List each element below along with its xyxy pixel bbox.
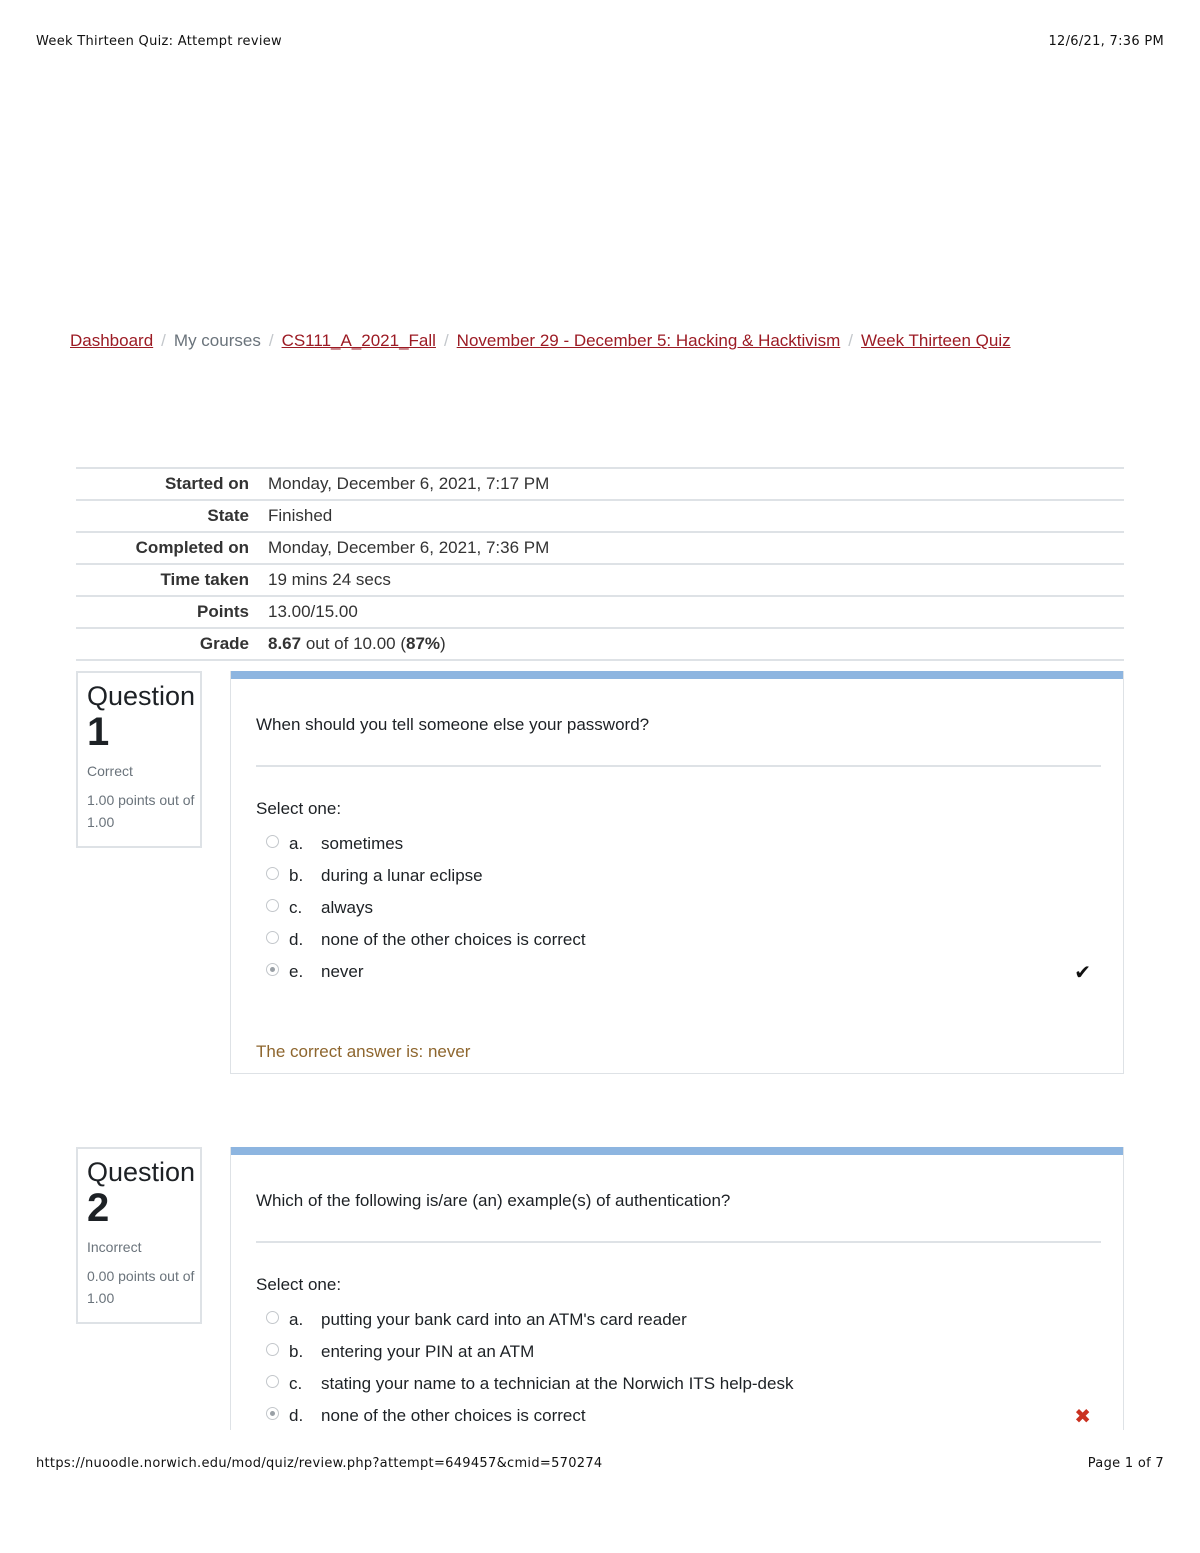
question-points: 1.00 points out of 1.00 <box>87 792 195 830</box>
answer-option-selected[interactable] <box>256 1400 1101 1430</box>
question-topbar <box>231 1147 1123 1155</box>
answer-option[interactable] <box>256 1304 1101 1336</box>
radio-button-selected[interactable] <box>266 1407 279 1420</box>
answer-option[interactable] <box>256 892 1101 924</box>
summary-value: 19 mins 24 secs <box>268 564 1124 596</box>
print-header <box>36 34 1164 49</box>
question-box-2 <box>230 1147 1124 1430</box>
question-word: Question <box>87 1157 196 1187</box>
question-info-1 <box>76 671 202 848</box>
grade-score: 8.67 <box>268 634 302 653</box>
summary-row <box>76 564 1124 596</box>
summary-label: Completed on <box>76 532 268 564</box>
grade-close-paren: ) <box>440 634 446 653</box>
cross-icon: ✖ <box>1074 1406 1091 1428</box>
question-state: Incorrect <box>87 1239 142 1255</box>
answer-option[interactable] <box>256 860 1101 892</box>
radio-button[interactable] <box>266 899 279 912</box>
question-number: 2 <box>87 1186 110 1230</box>
question-points: 0.00 points out of 1.00 <box>87 1268 195 1306</box>
radio-button-selected[interactable] <box>266 963 279 976</box>
breadcrumb-dashboard-link[interactable]: Dashboard <box>70 331 154 350</box>
question-text: Which of the following is/are (an) example(s) of authentication? <box>256 1155 1101 1243</box>
summary-row-grade <box>76 628 1124 660</box>
answer-option[interactable] <box>256 828 1101 860</box>
answer-text: always <box>321 898 373 917</box>
radio-button[interactable] <box>266 867 279 880</box>
breadcrumb-separator: / <box>268 331 274 350</box>
summary-row <box>76 468 1124 500</box>
grade-value <box>268 628 1124 660</box>
question-text: When should you tell someone else your password? <box>256 679 1101 767</box>
answer-text: entering your PIN at an ATM <box>321 1342 535 1361</box>
radio-button[interactable] <box>266 1311 279 1324</box>
breadcrumb-separator: / <box>443 331 449 350</box>
breadcrumb <box>70 331 1130 351</box>
breadcrumb-quiz-link[interactable]: Week Thirteen Quiz <box>860 331 1011 350</box>
answer-list <box>256 828 1101 988</box>
grade-percent: 87% <box>406 634 441 653</box>
answer-letter: d. <box>289 1406 304 1425</box>
print-datetime: 12/6/21, 7:36 PM <box>1048 34 1164 49</box>
checkmark-icon: ✔ <box>1074 962 1091 984</box>
answer-letter: c. <box>289 898 303 917</box>
summary-label: Time taken <box>76 564 268 596</box>
answer-text: putting your bank card into an ATM's card reader <box>321 1310 687 1329</box>
select-one-prompt: Select one: <box>256 799 342 818</box>
breadcrumb-section-link[interactable]: November 29 - December 5: Hacking & Hacktivism <box>456 331 841 350</box>
radio-button[interactable] <box>266 931 279 944</box>
question-topbar <box>231 671 1123 679</box>
select-one-prompt: Select one: <box>256 1275 342 1294</box>
print-url: https://nuoodle.norwich.edu/mod/quiz/review.php?attempt=649457&cmid=570274 <box>36 1456 603 1471</box>
question-word: Question <box>87 681 196 711</box>
breadcrumb-separator: / <box>161 331 166 350</box>
radio-button[interactable] <box>266 1343 279 1356</box>
question-number: 1 <box>87 710 110 754</box>
attempt-summary-table <box>76 467 1124 661</box>
answer-text: none of the other choices is correct <box>321 930 586 949</box>
summary-label: Started on <box>76 468 268 500</box>
summary-label: Points <box>76 596 268 628</box>
question-state: Correct <box>87 763 133 779</box>
summary-value: Monday, December 6, 2021, 7:36 PM <box>268 532 1124 564</box>
summary-label: Grade <box>76 628 268 660</box>
question-info-2 <box>76 1147 202 1324</box>
print-title: Week Thirteen Quiz: Attempt review <box>36 34 282 49</box>
answer-text: sometimes <box>321 834 404 853</box>
radio-button[interactable] <box>266 1375 279 1388</box>
print-page-number: Page 1 of 7 <box>1087 1456 1164 1471</box>
correct-answer-feedback: The correct answer is: never <box>256 1042 471 1061</box>
print-footer <box>36 1456 1164 1471</box>
answer-letter: b. <box>289 866 304 885</box>
question-box-1 <box>230 671 1124 1074</box>
answer-letter: a. <box>289 1310 304 1329</box>
breadcrumb-my-courses: My courses <box>173 331 261 350</box>
summary-row <box>76 532 1124 564</box>
answer-text: stating your name to a technician at the Norwich ITS help-desk <box>321 1374 794 1393</box>
answer-letter: d. <box>289 930 304 949</box>
answer-letter: b. <box>289 1342 304 1361</box>
answer-letter: c. <box>289 1374 303 1393</box>
grade-out-of: out of 10.00 ( <box>301 634 406 653</box>
radio-button[interactable] <box>266 835 279 848</box>
breadcrumb-separator: / <box>848 331 853 350</box>
summary-value: 13.00/15.00 <box>268 596 1124 628</box>
summary-value: Finished <box>268 500 1124 532</box>
answer-letter: a. <box>289 834 304 853</box>
answer-text: during a lunar eclipse <box>321 866 483 885</box>
answer-letter: e. <box>289 962 304 981</box>
answer-list <box>256 1304 1101 1430</box>
summary-value: Monday, December 6, 2021, 7:17 PM <box>268 468 1124 500</box>
summary-row <box>76 596 1124 628</box>
answer-option[interactable] <box>256 924 1101 956</box>
breadcrumb-course-link[interactable]: CS111_A_2021_Fall <box>281 331 436 350</box>
answer-text: none of the other choices is correct <box>321 1406 586 1425</box>
summary-label: State <box>76 500 268 532</box>
summary-row <box>76 500 1124 532</box>
answer-text: never <box>321 962 364 981</box>
answer-option[interactable] <box>256 1336 1101 1368</box>
answer-option[interactable] <box>256 1368 1101 1400</box>
answer-option-selected[interactable] <box>256 956 1101 988</box>
